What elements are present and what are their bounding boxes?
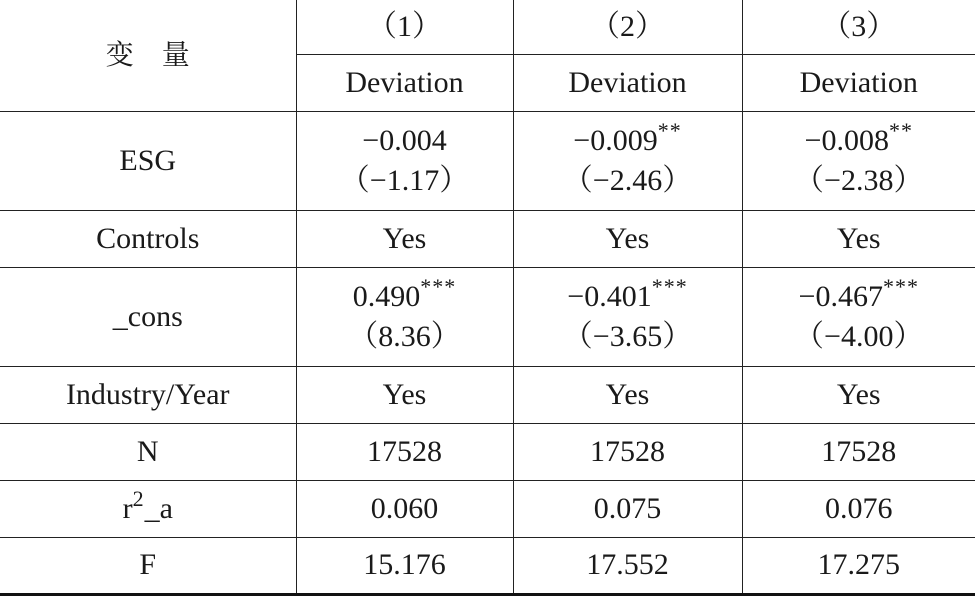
controls-value-2: Yes — [513, 210, 742, 267]
esg-coef-3: −0.008** — [804, 117, 913, 157]
row-label-esg: ESG — [0, 111, 296, 210]
n-value-3: 17528 — [742, 423, 975, 480]
row-esg — [0, 111, 975, 210]
column-number-1: （1） — [296, 0, 513, 54]
row-controls — [0, 210, 975, 267]
dep-var-2: Deviation — [513, 54, 742, 111]
column-number-2: （2） — [513, 0, 742, 54]
esg-tstat-2: （−2.46） — [562, 163, 693, 197]
f-value-1: 15.176 — [296, 537, 513, 594]
row-label-n: N — [0, 423, 296, 480]
row-label-cons: _cons — [0, 267, 296, 366]
cons-cell-2 — [513, 267, 742, 366]
row-label-f: F — [0, 537, 296, 594]
industry-year-value-1: Yes — [296, 366, 513, 423]
cons-coef-2: −0.401*** — [567, 273, 688, 313]
row-f — [0, 537, 975, 594]
row-label-industry-year: Industry/Year — [0, 366, 296, 423]
dep-var-3: Deviation — [742, 54, 975, 111]
cons-cell-3 — [742, 267, 975, 366]
row-industry-year — [0, 366, 975, 423]
industry-year-value-3: Yes — [742, 366, 975, 423]
row-r2a — [0, 480, 975, 537]
esg-coef-2: −0.009** — [573, 117, 682, 157]
row-label-r2a: $r^2\_a$ — [0, 480, 296, 537]
row-cons — [0, 267, 975, 366]
cons-coef-3: −0.467*** — [798, 273, 919, 313]
cons-tstat-3: （−4.00） — [794, 319, 924, 353]
esg-cell-2 — [513, 111, 742, 210]
controls-value-3: Yes — [742, 210, 975, 267]
f-value-3: 17.275 — [742, 537, 975, 594]
variable-header: 变 量 — [0, 0, 296, 111]
esg-coef-1: −0.004 — [362, 123, 447, 157]
esg-cell-1 — [296, 111, 513, 210]
cons-cell-1 — [296, 267, 513, 366]
r2a-value-2: 0.075 — [513, 480, 742, 537]
header-row-columns — [0, 0, 975, 54]
row-n — [0, 423, 975, 480]
r2a-value-3: 0.076 — [742, 480, 975, 537]
f-value-2: 17.552 — [513, 537, 742, 594]
n-value-1: 17528 — [296, 423, 513, 480]
cons-tstat-1: （8.36） — [348, 319, 461, 353]
dep-var-1: Deviation — [296, 54, 513, 111]
esg-cell-3 — [742, 111, 975, 210]
esg-tstat-1: （−1.17） — [339, 163, 470, 197]
column-number-3: （3） — [742, 0, 975, 54]
row-label-controls: Controls — [0, 210, 296, 267]
controls-value-1: Yes — [296, 210, 513, 267]
cons-tstat-2: （−3.65） — [562, 319, 693, 353]
esg-tstat-3: （−2.38） — [794, 163, 924, 197]
industry-year-value-2: Yes — [513, 366, 742, 423]
r2a-value-1: 0.060 — [296, 480, 513, 537]
n-value-2: 17528 — [513, 423, 742, 480]
cons-coef-1: 0.490*** — [352, 273, 457, 313]
